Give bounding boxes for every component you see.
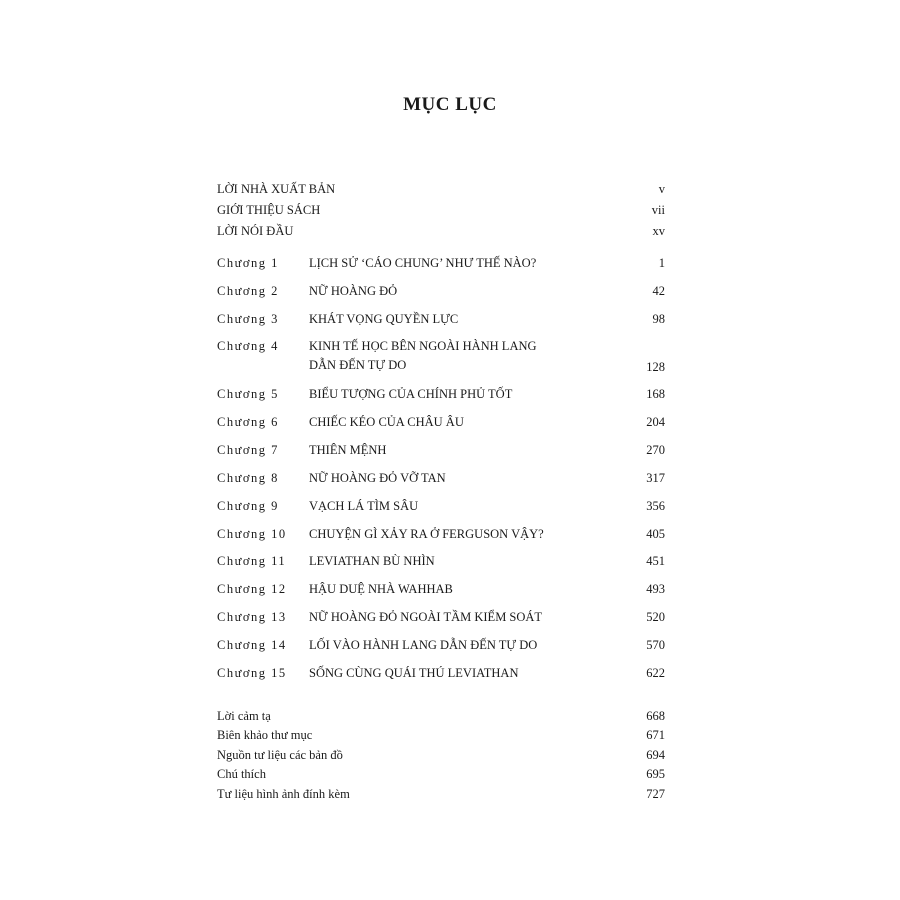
toc-page-number: 671 xyxy=(646,728,665,742)
toc-page-number: 668 xyxy=(646,709,665,723)
toc-page-number: 1 xyxy=(658,256,665,270)
toc-page-number: 270 xyxy=(646,443,665,457)
toc-back-label: Biên khảo thư mục xyxy=(217,728,313,742)
page-title: MỤC LỤC xyxy=(403,94,497,115)
toc-page-number: 694 xyxy=(646,748,665,762)
toc-chapter-title: CHIẾC KÉO CỦA CHÂU ÂU xyxy=(309,415,464,429)
toc-chapter-title: KHÁT VỌNG QUYỀN LỰC xyxy=(309,312,459,326)
toc-chapter-label: Chương 10 xyxy=(217,527,287,541)
toc-chapter-label: Chương 9 xyxy=(217,499,279,513)
toc-page-number: 356 xyxy=(646,499,665,513)
toc-page-number: vii xyxy=(651,203,665,217)
toc-chapter-label: Chương 6 xyxy=(217,415,279,429)
toc-chapter-title-line2: DẪN ĐẾN TỰ DO xyxy=(309,358,407,372)
toc-chapter-title: BIỂU TƯỢNG CỦA CHÍNH PHỦ TỐT xyxy=(309,387,513,401)
toc-chapter-label: Chương 4 xyxy=(217,339,279,353)
toc-chapter-title: LEVIATHAN BÙ NHÌN xyxy=(309,554,435,568)
toc-back-label: Tư liệu hình ảnh đính kèm xyxy=(217,787,350,801)
toc-page-number: 695 xyxy=(646,767,665,781)
toc-chapter-label: Chương 12 xyxy=(217,582,287,596)
toc-page-number: 622 xyxy=(646,666,665,680)
toc-page-number: 405 xyxy=(646,527,665,541)
toc-back-label: Chú thích xyxy=(217,767,266,781)
toc-front-label: LỜI NHÀ XUẤT BẢN xyxy=(217,182,336,196)
toc-chapter-label: Chương 5 xyxy=(217,387,279,401)
toc-chapter-title: SỐNG CÙNG QUÁI THÚ LEVIATHAN xyxy=(309,666,519,680)
toc-page-number: xv xyxy=(652,224,665,238)
toc-back-label: Nguồn tư liệu các bản đồ xyxy=(217,748,343,762)
toc-chapter-label: Chương 1 xyxy=(217,256,279,270)
toc-chapter-label: Chương 3 xyxy=(217,312,279,326)
toc-chapter-title: KINH TẾ HỌC BÊN NGOÀI HÀNH LANG xyxy=(309,339,537,353)
toc-front-label: LỜI NÓI ĐẦU xyxy=(217,224,294,238)
toc-page-number: 98 xyxy=(652,312,665,326)
toc-page-number: 727 xyxy=(646,787,665,801)
toc-chapter-title: THIÊN MỆNH xyxy=(309,443,387,457)
toc-chapter-label: Chương 8 xyxy=(217,471,279,485)
toc-chapter-title: LỊCH SỬ ‘CÁO CHUNG’ NHƯ THẾ NÀO? xyxy=(309,256,537,270)
toc-page-number: 42 xyxy=(652,284,665,298)
toc-page-number: 128 xyxy=(646,360,665,374)
toc-chapter-label: Chương 15 xyxy=(217,666,287,680)
toc-page-number: 451 xyxy=(646,554,665,568)
toc-page-number: 168 xyxy=(646,387,665,401)
toc-chapter-item xyxy=(217,337,665,377)
toc-chapter-label: Chương 7 xyxy=(217,443,279,457)
toc-chapter-label: Chương 13 xyxy=(217,610,287,624)
toc-chapter-label: Chương 14 xyxy=(217,638,287,652)
toc-front-label: GIỚI THIỆU SÁCH xyxy=(217,203,321,217)
toc-chapter-title: NỮ HOÀNG ĐỎ VỠ TAN xyxy=(309,471,446,485)
toc-chapter-title: LỐI VÀO HÀNH LANG DẪN ĐẾN TỰ DO xyxy=(309,638,538,652)
toc-chapter-label: Chương 2 xyxy=(217,284,279,298)
toc-page-number: 317 xyxy=(646,471,665,485)
toc-page-number: 520 xyxy=(646,610,665,624)
toc-chapter-title: VẠCH LÁ TÌM SÂU xyxy=(309,499,419,513)
toc-chapter-title: NỮ HOÀNG ĐỎ xyxy=(309,284,398,298)
toc-page-number: v xyxy=(658,182,665,196)
toc-chapter-title: HẬU DUỆ NHÀ WAHHAB xyxy=(309,582,453,596)
toc-page-number: 493 xyxy=(646,582,665,596)
toc-page-number: 570 xyxy=(646,638,665,652)
toc-chapter-title: NỮ HOÀNG ĐỎ NGOÀI TẦM KIỂM SOÁT xyxy=(309,610,543,624)
toc-chapter-label: Chương 11 xyxy=(217,554,287,568)
toc-chapter-title: CHUYỆN GÌ XẢY RA Ở FERGUSON VẬY? xyxy=(309,527,544,541)
toc-back-label: Lời cảm tạ xyxy=(217,709,271,723)
toc-page-number: 204 xyxy=(646,415,665,429)
